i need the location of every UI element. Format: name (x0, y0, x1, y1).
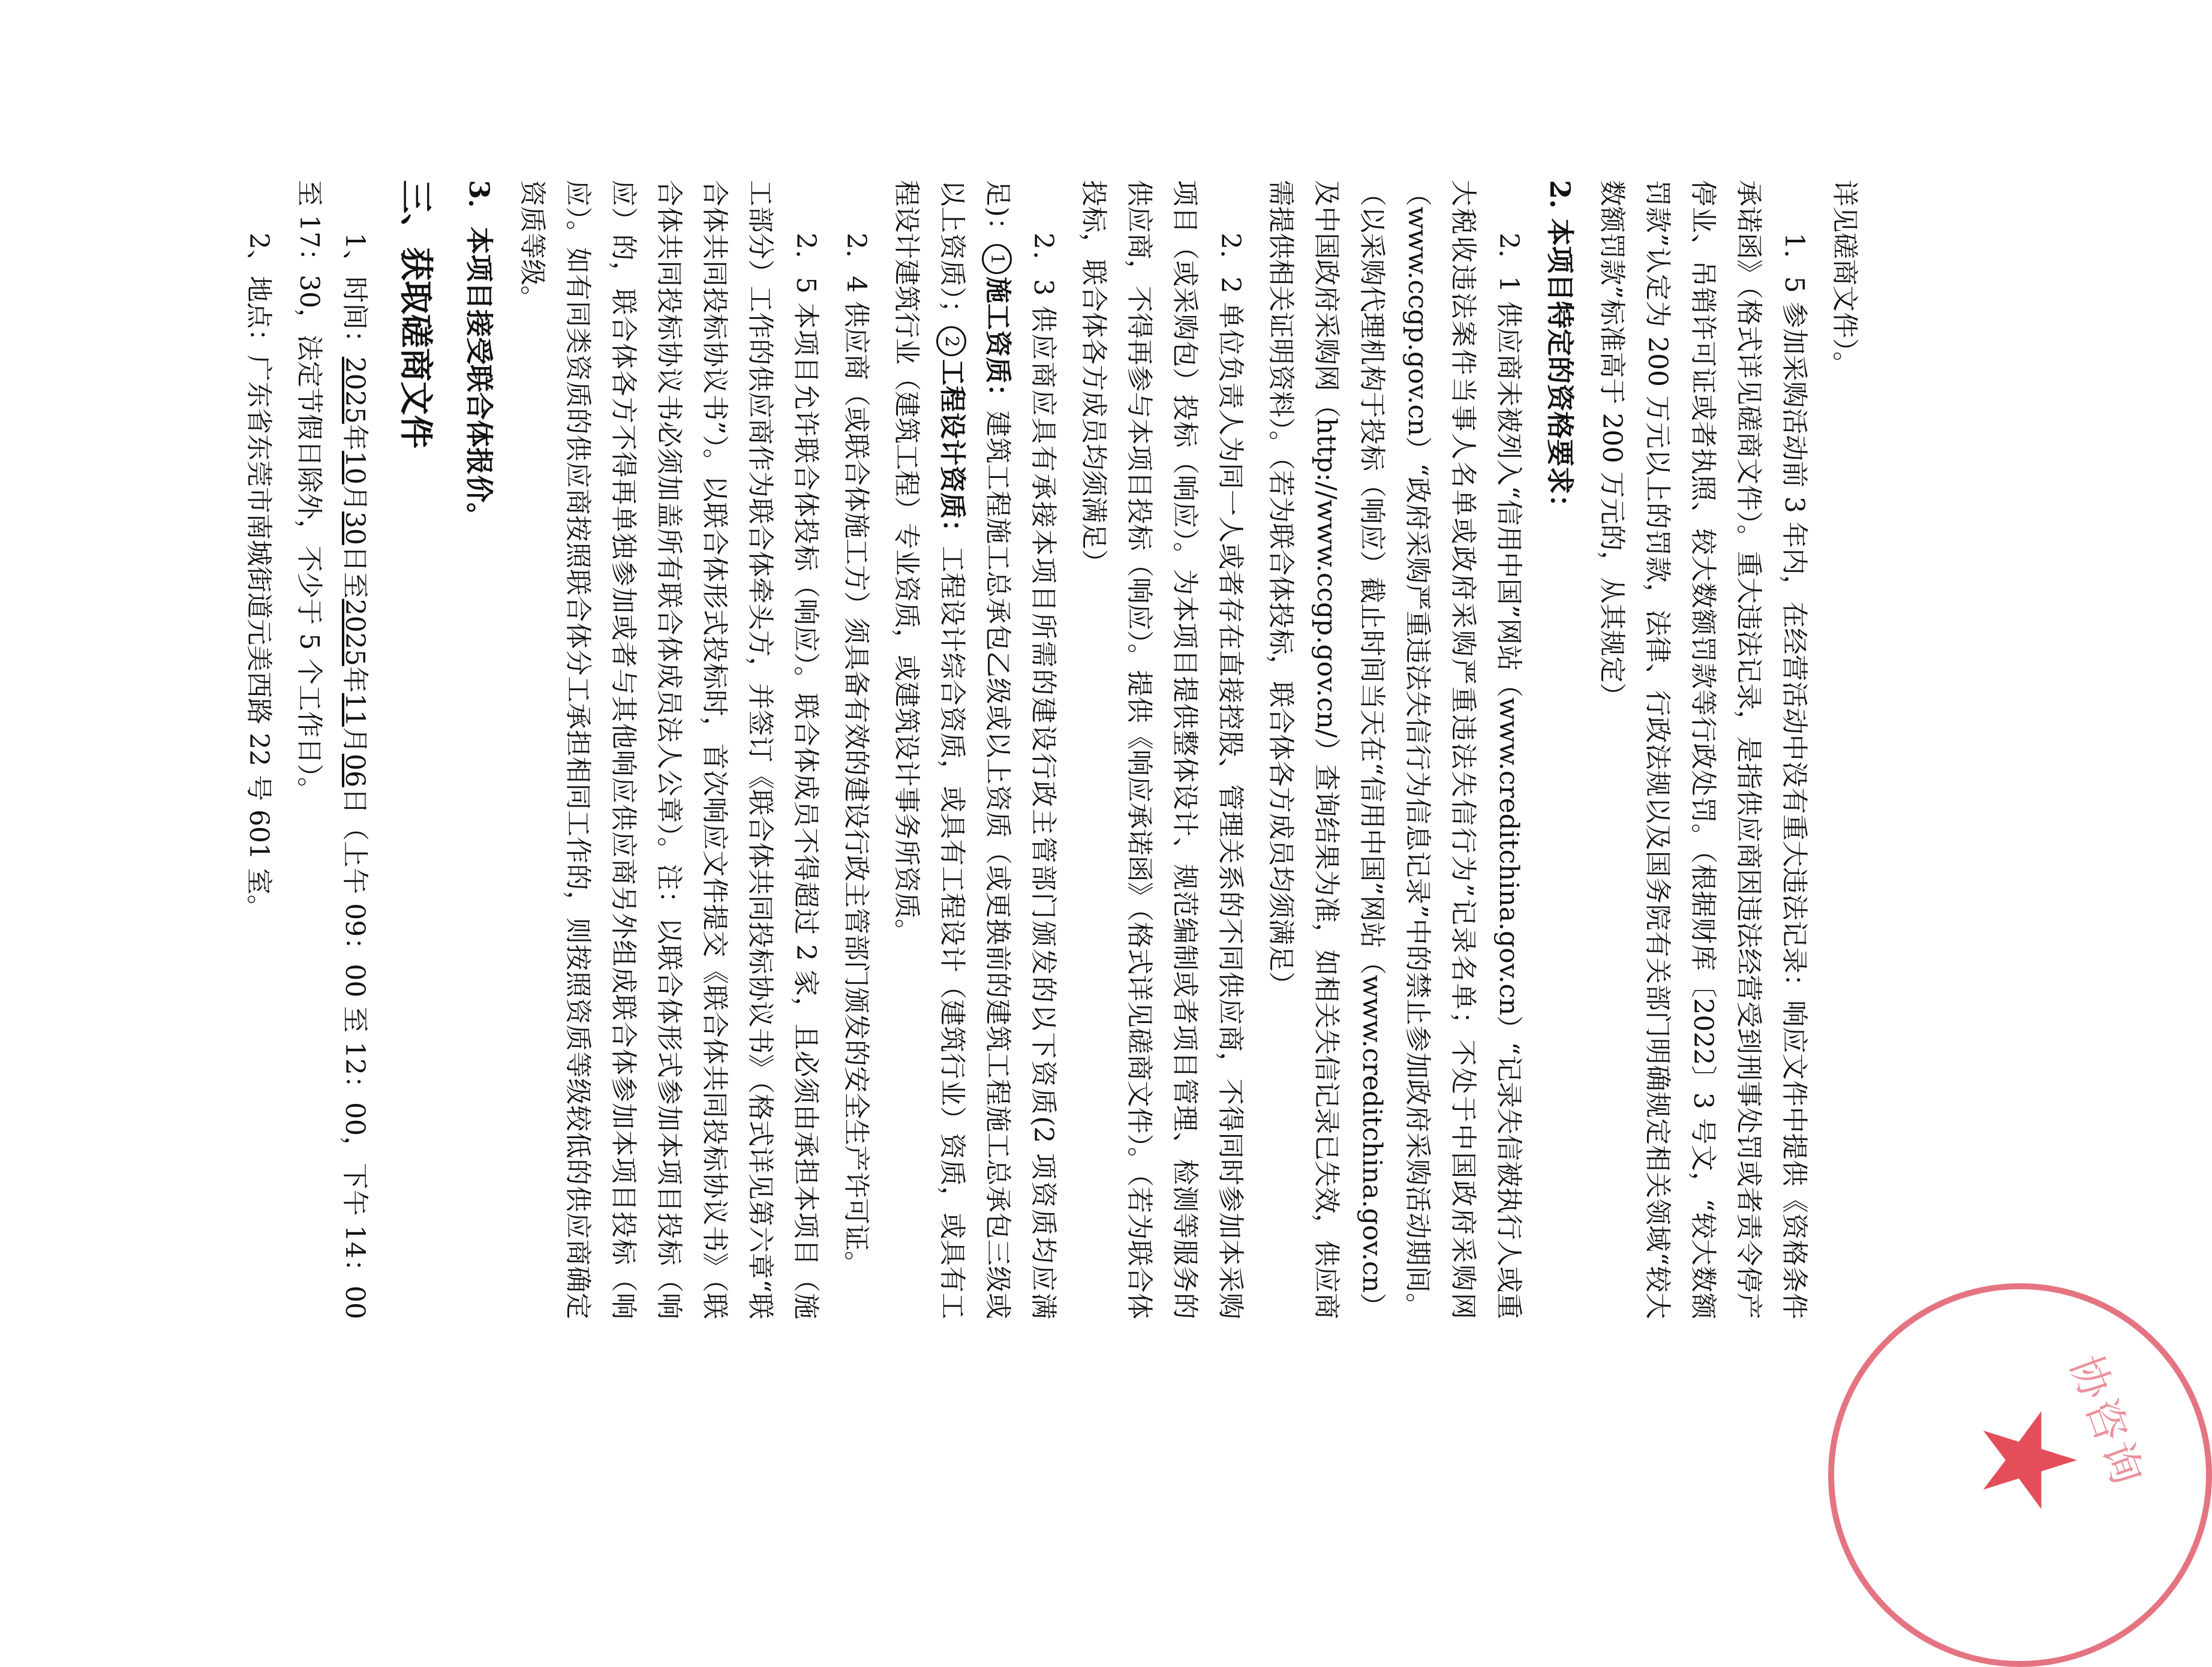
paragraph-2-3-intro: 2．3 供应商应具有承接本项目所需的建设行政主管部门颁发的以下资质(2 项资质均应满足)： (982, 180, 1059, 1319)
design-qualification-label: 工程设计资质： (937, 359, 967, 546)
document-content (231, 180, 1867, 1319)
paragraph-2-2: 2．2 单位负责人为同一人或者存在直接控股、管理关系的不同供应商，不得同时参加本采购项目（或采购包）投标（响应）。为本项目提供整体设计、规范编制或者项目管理、检测等服务的供应商，不得再参与本项目投标（响应）。提供《响应承诺函》（格式详见磋商文件）。（若为联合体投标，联合体各方成员均须满足） (1078, 180, 1246, 1319)
start-year: 2025 (339, 356, 370, 424)
circled-number-1: 1 (982, 244, 1012, 274)
start-day: 30 (339, 511, 370, 546)
year-unit-2: 年 (339, 666, 370, 693)
paragraph-2-3 (883, 180, 1066, 1319)
month-unit-1: 月 (339, 484, 370, 512)
construction-qualification-text: 建筑工程施工总承包乙级或以上资质（或更换前的建筑工程施工总承包三级或以上资质）； (937, 180, 1013, 1320)
end-year: 2025 (339, 598, 370, 666)
end-month: 11 (339, 693, 370, 727)
construction-qualification-label: 施工资质： (982, 276, 1013, 411)
paragraph-2-4: 2．4 供应商（或联合体施工方）须具备有效的建设行政主管部门颁发的安全生产许可证。 (841, 233, 871, 1277)
seal-text: 协咨询 (2060, 1349, 2154, 1495)
paragraph-1-5: 1．5 参加采购活动前 3 年内，在经营活动中没有重大违法记录：响应文件中提供《资格条件承诺函》（格式详见磋商文件）。重大违法记录，是指供应商因违法经营受到刑事处罚或者责令停产停业、吊销许可证或者执照、较大数额罚款等行政处罚。（根据财库〔2022〕3 号文，“较大数额罚款”认定为 200 万元以上的罚款，法律、行政法规以及国务院有关部门明确规定相关领域“较大数额罚款”标准高于 200 万元的，从其规定） (1597, 180, 1810, 1319)
paragraph-place: 2、地点：广东省东莞市南城街道元美西路 22 号 601 室。 (244, 233, 274, 921)
paragraph-1-5-tail: 详见磋商文件）。 (1829, 180, 1860, 378)
part-3-heading: 三、获取磋商文件 (396, 180, 435, 449)
time-suffix: 日（上午 09：00 至 12：00，下午 14：00 至 17：30，法定节假日除外，不少于 5 个工作日）。 (294, 180, 370, 1320)
circled-number-2: 2 (936, 326, 966, 356)
month-unit-2: 月 (339, 726, 370, 754)
end-day: 06 (339, 753, 370, 787)
day-to: 日至 (339, 545, 370, 599)
time-prefix: 1、时间： (339, 233, 370, 357)
section-3-heading: 3．本项目接受联合体报价。 (463, 180, 495, 531)
section-2-heading: 2. 本项目特定的资格要求： (1544, 180, 1576, 522)
start-month: 10 (339, 450, 370, 485)
year-unit-1: 年 (339, 423, 370, 451)
design-qualification-text: 工程设计综合资质，或具有工程设计（建筑行业）资质，或具有工程设计建筑行业（建筑工程）专业资质，或建筑设计事务所资质。 (891, 180, 967, 1320)
paragraph-2-5: 2．5 本项目允许联合体投标（响应）。联合体成员不得超过 2 家，且必须由承担本项目（施工部分）工作的供应商作为联合体牵头方，并签订《联合体共同投标协议书》（格式详见第六章“联合体共同投标协议书”）。以联合体形式投标时，首次响应文件提交《联合体共同投标协议书》（联合体共同投标协议书必须加盖所有联合体成员法人公章）。注：以联合体形式参加本项目投标（响应）的，联合体各方不得再单独参加或者与其他响应供应商另外组成联合体参加本项目投标（响应）。如有同类资质的供应商按照联合体分工承担相同工作的，则按照资质等级较低的供应商确定资质等级。 (517, 180, 821, 1319)
seal-star-icon (1978, 1409, 2080, 1511)
paragraph-time (286, 180, 377, 1319)
paragraph-2-1: 2．1 供应商未被列入“信用中国”网站（www.creditchina.gov.cn）“记录失信被执行人或重大税收违法案件当事人名单或政府采购严重违法失信行为”记录名单；不处于中国政府采购网（www.ccgp.gov.cn）“政府采购严重违法失信行为信息记录”中的禁止参加政府采购活动期间。（以采购代理机构于投标（响应）截止时间当天在“信用中国”网站（www.creditchina.gov.cn）及中国政府采购网（http://www.ccgp.gov.cn/）查询结果为准，如相关失信记录已失效，供应商需提供相关证明资料）。（若为联合体投标，联合体各方成员均须满足） (1266, 180, 1524, 1319)
